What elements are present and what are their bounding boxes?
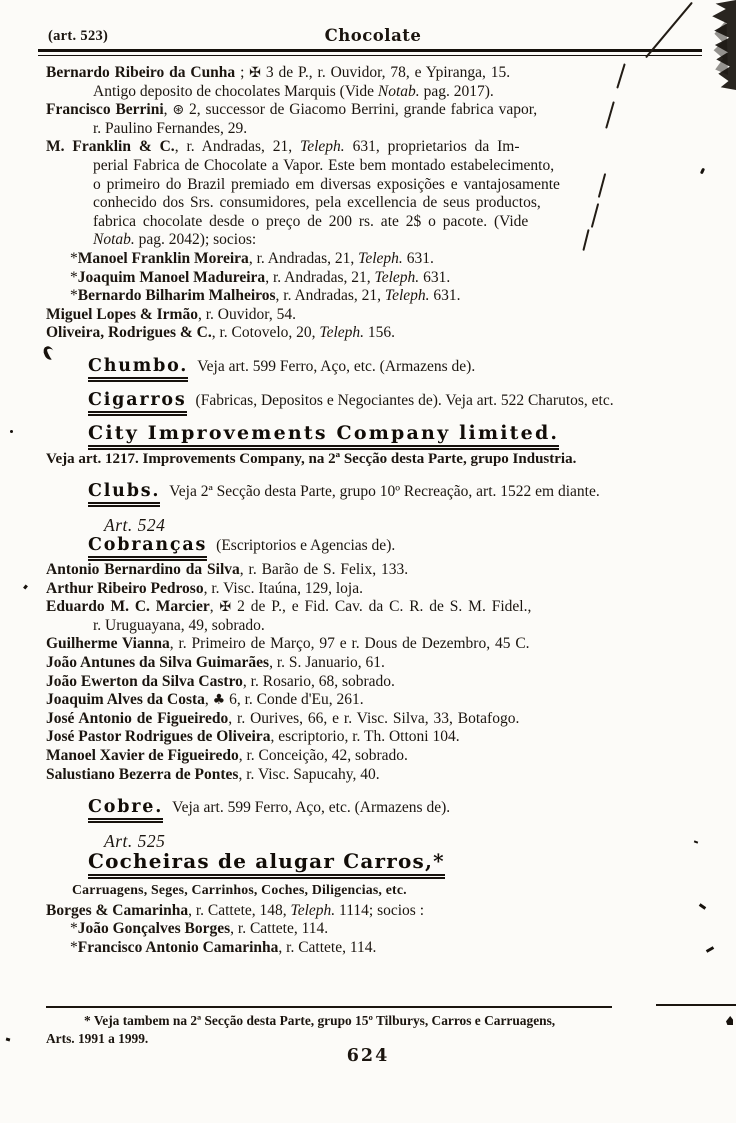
text-segment: Teleph. [300,138,345,156]
section-block [88,482,708,502]
section-reference: Veja 2ª Secção desta Parte, grupo 10º Recreação, art. 1522 em diante. [169,483,600,501]
text-segment: Joaquim Alves da Costa [46,691,205,709]
page-header [0,0,736,56]
section-heading: Cobranças [88,535,207,561]
entries-block [46,902,708,958]
text-segment: Eduardo M. C. Marcier [46,598,210,616]
entry-line [46,306,708,325]
section-block [46,422,708,468]
text-segment: * [70,938,78,956]
text-segment: , [209,598,220,616]
text-segment: Antonio Bernardino da Silva [46,561,240,579]
text-segment: ; [235,64,250,81]
section-reference: Veja art. 1217. Improvements Company, na 2ª Secção desta Parte, grupo Industria. [46,450,577,467]
text-segment: , r. Cattete, 148, [188,901,291,919]
text-segment: , r. Visc. Itaúna, 129, loja. [203,579,363,597]
article-reference: (art. 523) [48,28,109,44]
text-segment: conhecido dos Srs. consumidores, pela excellencia de seus productos, [93,194,541,212]
entry-line [46,902,708,921]
text-segment: pag. 2042); socios: [134,231,257,249]
entry-line [46,673,708,692]
text-segment: Notab. [93,231,135,249]
text-segment: , r. Cotovelo, 20, [211,324,320,342]
text-segment: Teleph. [374,268,420,286]
section-heading: Clubs. [88,481,160,507]
text-segment: Guilherme Vianna [46,635,170,653]
entry-line [46,64,708,83]
footnote-marker: * [84,1013,91,1028]
section-reference: (Escriptorios e Agencias de). [216,537,396,555]
footnote [46,1012,710,1047]
footnote-line: Arts. 1991 a 1999. [46,1030,149,1046]
page-number: 624 [346,1046,390,1066]
text-segment: , r. Rosario, 68, sobrado. [242,672,395,690]
footnote-text: Veja tambem na 2ª Secção desta Parte, grupo 15º Tilburys, Carros e Carruagens, [93,1013,556,1028]
header-row [46,26,700,46]
text-segment: , escriptorio, r. Th. Ottoni 104. [270,728,460,746]
text-segment: Teleph. [384,287,430,305]
text-segment: , r. Barão de S. Felix, 133. [239,561,409,579]
article-number: Art. 524 [104,514,166,535]
section-block [88,357,708,377]
text-segment: r. Paulino Fernandes, 29. [93,119,248,137]
text-segment: 631. [419,268,451,286]
text-segment: r. Uruguayana, 49, sobrado. [93,616,265,634]
entry-line [46,635,708,654]
section-reference: Veja art. 599 Ferro, Aço, etc. (Armazens de). [197,357,476,375]
text-segment: , r. Cattete, 114. [278,938,377,956]
text-segment: * [70,268,78,286]
text-segment: , r. Cattete, 114. [230,920,329,938]
entry-line [46,654,708,673]
text-segment: 3 de P., r. Ouvidor, 78, e Ypiranga, 15. [260,64,511,81]
text-segment: João Gonçalves Borges [77,920,231,938]
text-segment: Antigo deposito de chocolates Marquis (Vide [93,82,378,100]
text-segment: o primeiro do Brazil premiado em diversas exposições e vantajosamente [93,175,560,193]
text-segment: Joaquim Manoel Madureira [77,268,266,286]
entry-line [46,580,708,599]
text-segment: , r. S. Januario, 61. [269,654,385,672]
entry-line [46,138,708,157]
entry-line [46,213,708,232]
text-segment: Arthur Ribeiro Pedroso [46,579,204,597]
text-segment: Bernardo Ribeiro da Cunha [46,64,236,81]
text-segment: , r. Andradas, 21, [174,138,301,156]
text-segment: perial Fabrica de Chocolate a Vapor. Este bem montado estabelecimento, [93,156,555,174]
section-block [88,391,708,411]
text-segment: , r. Conceição, 42, sobrado. [238,747,408,764]
text-segment: José Antonio de Figueiredo [46,709,229,727]
text-segment: , r. Ouvidor, 54. [197,305,296,323]
text-segment: José Pastor Rodrigues de Oliveira [46,728,271,746]
entry-line [46,920,708,939]
entry-line [46,194,708,213]
section-heading: Cocheiras de alugar Carros,* [88,849,445,879]
text-segment: * [70,287,78,305]
maltese-cross-icon: ✠ [249,65,261,81]
footnote-rule-fragment [656,1004,736,1006]
entry-line [46,598,708,617]
text-segment: , r. Andradas, 21, [275,287,385,305]
text-segment: Oliveira, Rodrigues & C. [46,324,212,342]
footnote-rule [46,1006,612,1008]
entry-line [46,766,708,785]
text-segment: , r. Visc. Sapucahy, 40. [238,765,380,783]
article-number: Art. 525 [104,830,166,851]
text-segment: Francisco Antonio Camarinha [77,938,279,956]
section-heading: Chumbo. [88,356,188,382]
section-heading: Cobre. [88,797,163,823]
footnote-line [46,1012,710,1030]
entry-line [46,691,708,710]
text-segment: Teleph. [290,901,336,919]
text-segment: Borges & Camarinha [46,901,189,919]
text-segment: fabrica chocolate desde o preço de 200 rs. ate 2$ o pacote. (Vide [93,212,529,230]
text-segment: 631. [429,287,461,305]
entry-line [46,710,708,729]
medal-icon: ⊛ [172,102,185,119]
entry-line [46,250,708,269]
text-segment: 1114; socios : [335,901,425,919]
entries-block [46,64,708,343]
entry-line [46,747,708,766]
section-heading: City Improvements Company limited. [88,422,559,450]
entry-line [46,939,708,958]
text-segment: 6, r. Conde d'Eu, 261. [225,691,364,709]
section-block [72,849,708,899]
text-segment: , r. Primeiro de Março, 97 e r. Dous de Dezembro, 45 C. [169,635,530,653]
text-segment: * [70,249,78,267]
section-reference: (Fabricas, Depositos e Negociantes de). Veja art. 522 Charutos, etc. [195,391,614,409]
text-segment: , r. Andradas, 21, [265,268,375,286]
section-subtitle: Carruagens, Seges, Carrinhos, Coches, Diligencias, etc. [72,881,407,897]
text-segment: M. Franklin & C. [46,138,175,156]
text-segment: * [70,920,78,938]
section-block [88,536,708,556]
text-segment: , [163,101,173,119]
header-rule [38,49,702,56]
entry-line [46,287,708,306]
section-block [88,798,708,818]
entry-line [46,269,708,288]
text-segment: Notab. [377,82,420,100]
maltese-cross-icon: ✠ [219,599,232,616]
text-segment: Manoel Franklin Moreira [77,249,249,267]
text-segment: 156. [364,324,396,342]
page-body [0,56,736,957]
section-reference: Veja art. 599 Ferro, Aço, etc. (Armazens de). [172,799,451,817]
rosette-icon: ♣ [212,692,226,709]
text-segment: Manoel Xavier de Figueiredo [46,747,239,764]
text-segment: Bernardo Bilharim Malheiros [77,287,276,305]
text-segment: 631, proprietarios da Im- [344,138,520,156]
text-segment: Francisco Berrini [46,101,164,119]
text-segment: Teleph. [358,249,403,267]
page-title: Chocolate [324,26,422,45]
text-segment: João Antunes da Silva Guimarães [46,654,270,672]
entry-line [46,176,708,195]
text-segment: 2 de P., e Fid. Cav. da C. R. de S. M. Fidel., [231,598,532,616]
text-segment: pag. 2017). [419,82,494,100]
text-segment: João Ewerton da Silva Castro [46,672,243,690]
speck [6,1038,11,1042]
speck [10,430,13,433]
text-segment: 631. [402,249,434,267]
text-segment: Miguel Lopes & Irmão [46,305,198,323]
text-segment: Salustiano Bezerra de Pontes [46,765,239,783]
text-segment: 2, successor de Giacomo Berrini, grande fabrica vapor, [184,101,538,119]
entries-block [46,561,708,784]
text-segment: , r. Ourives, 66, e r. Visc. Silva, 33, Botafogo. [228,709,520,727]
section-heading: Cigarros [88,390,187,416]
text-segment: , [204,691,213,709]
entry-line [46,324,708,343]
entry-line [46,728,708,747]
speck [726,1016,733,1025]
entry-line [46,157,708,176]
text-segment: , r. Andradas, 21, [248,249,359,267]
entry-line [46,231,708,250]
text-segment: Teleph. [319,324,365,342]
entry-line [46,83,708,102]
entry-line [46,561,708,580]
entry-line [46,617,708,636]
